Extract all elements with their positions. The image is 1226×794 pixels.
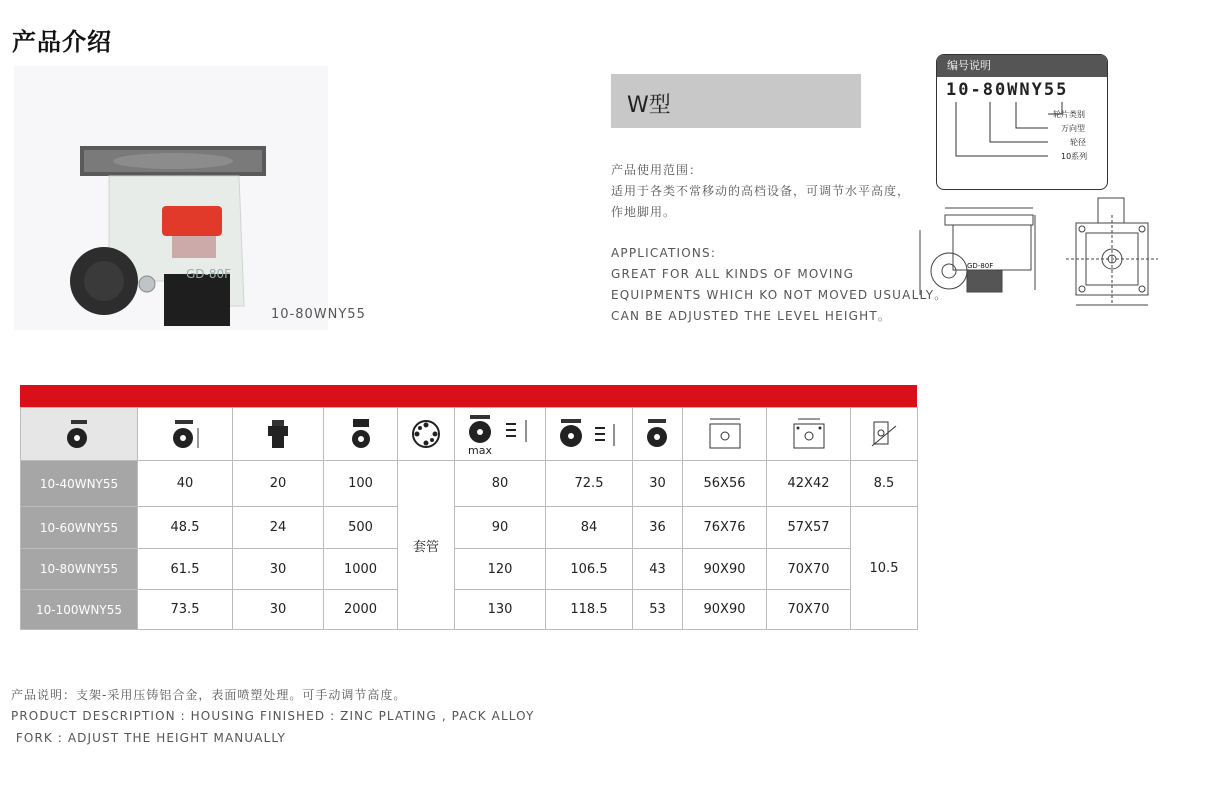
mount-cell: 套管 (398, 461, 455, 630)
code-label: 轮径 (1070, 138, 1086, 147)
width-cell: 30 (233, 549, 324, 590)
usage-line: 作地脚用。 (611, 205, 677, 219)
model-cell: 10-60WNY55 (21, 507, 138, 549)
applications-line: CAN BE ADJUSTED THE LEVEL HEIGHT。 (611, 309, 892, 323)
diameter-cell: 73.5 (138, 590, 233, 630)
width-cell: 20 (233, 461, 324, 507)
spec-table (20, 407, 918, 630)
usage-line: 适用于各类不常移动的高档设备，可调节水平高度， (611, 184, 911, 198)
load-cell: 500 (324, 507, 398, 549)
load-capacity-icon (324, 408, 398, 461)
hole-cell: 10.5 (851, 507, 918, 630)
hole-cell: 8.5 (851, 461, 918, 507)
applications-heading: APPLICATIONS: (611, 246, 717, 260)
min-height-cell: 118.5 (546, 590, 633, 630)
model-cell: 10-100WNY55 (21, 590, 138, 630)
photo-nameplate: GD-80F (186, 267, 232, 281)
plate-cell: 90X90 (683, 549, 767, 590)
load-cell: 1000 (324, 549, 398, 590)
bolt-cell: 70X70 (767, 590, 851, 630)
caster-model-icon (21, 408, 138, 461)
applications-line: EQUIPMENTS WHICH KO NOT MOVED USUALLY。 (611, 288, 948, 302)
max-height-cell: 120 (455, 549, 546, 590)
table-header-row (21, 408, 918, 461)
product-description-en: PRODUCT DESCRIPTION : HOUSING FINISHED : ZINC PLATING , PACK ALLOY (11, 709, 535, 723)
side-view-drawing (915, 205, 1040, 310)
adjust-cell: 43 (633, 549, 683, 590)
plate-cell: 56X56 (683, 461, 767, 507)
max-height-cell: 130 (455, 590, 546, 630)
adjust-range-icon (633, 408, 683, 461)
applications-line: GREAT FOR ALL KINDS OF MOVING (611, 267, 855, 281)
load-cell: 100 (324, 461, 398, 507)
min-height-icon (546, 408, 633, 461)
table-row (21, 590, 918, 630)
usage-description (611, 160, 910, 223)
product-photo (14, 66, 328, 330)
code-explanation-title: 编号说明 (937, 55, 1107, 77)
max-label: max (468, 444, 492, 456)
min-height-cell: 84 (546, 507, 633, 549)
applications-description (611, 243, 947, 327)
top-view-drawing (1062, 193, 1162, 313)
plate-cell: 76X76 (683, 507, 767, 549)
max-height-cell: 90 (455, 507, 546, 549)
page-title: 产品介绍 (12, 28, 112, 56)
load-cell: 2000 (324, 590, 398, 630)
min-height-cell: 106.5 (546, 549, 633, 590)
diameter-cell: 61.5 (138, 549, 233, 590)
code-number: 10-80WNY55 (946, 80, 1069, 100)
min-height-cell: 72.5 (546, 461, 633, 507)
adjust-cell: 53 (633, 590, 683, 630)
bolt-cell: 57X57 (767, 507, 851, 549)
photo-caption: 10-80WNY55 (271, 307, 366, 322)
code-label: 轮片类别 (1053, 110, 1085, 119)
model-cell: 10-80WNY55 (21, 549, 138, 590)
type-label: W型 (627, 93, 671, 118)
table-row (21, 507, 918, 549)
code-label: 10系列 (1061, 152, 1088, 161)
plate-cell: 90X90 (683, 590, 767, 630)
table-row (21, 549, 918, 590)
width-cell: 24 (233, 507, 324, 549)
table-row (21, 461, 918, 507)
adjust-cell: 30 (633, 461, 683, 507)
diameter-cell: 40 (138, 461, 233, 507)
bolt-spacing-icon (767, 408, 851, 461)
mounting-type-icon (398, 408, 455, 461)
table-red-bar (20, 385, 917, 407)
usage-heading: 产品使用范围： (611, 163, 703, 177)
max-height-cell: 80 (455, 461, 546, 507)
max-height-icon (455, 408, 546, 461)
product-description-cn: 产品说明：支架-采用压铸铝合金，表面喷塑处理。可手动调节高度。 (11, 688, 407, 702)
wheel-width-icon (233, 408, 324, 461)
plate-size-icon (683, 408, 767, 461)
adjust-cell: 36 (633, 507, 683, 549)
bolt-hole-icon (851, 408, 918, 461)
product-description-en-2: FORK : ADJUST THE HEIGHT MANUALLY (11, 731, 286, 745)
code-label: 万向型 (1061, 124, 1085, 133)
wheel-diameter-icon (138, 408, 233, 461)
width-cell: 30 (233, 590, 324, 630)
model-cell: 10-40WNY55 (21, 461, 138, 507)
bolt-cell: 42X42 (767, 461, 851, 507)
diameter-cell: 48.5 (138, 507, 233, 549)
drawing-nameplate: GD-80F (967, 262, 994, 270)
bolt-cell: 70X70 (767, 549, 851, 590)
